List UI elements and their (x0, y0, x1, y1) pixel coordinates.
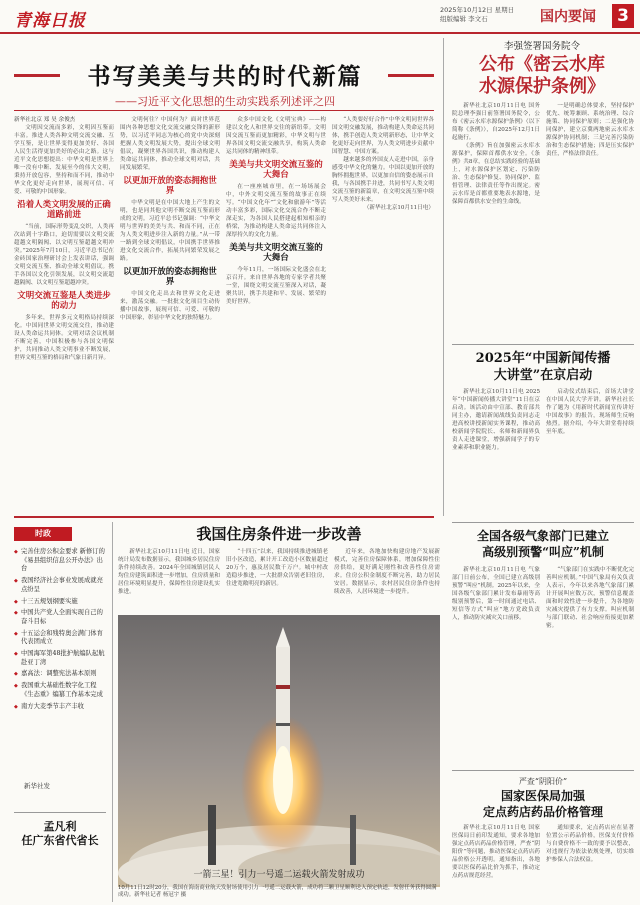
rail-item[interactable]: ◆ 完善住房公积金要求 新修订的《易县组织信息公开办法》出台 (14, 548, 106, 574)
editor-line: 组版编辑 李文石 (440, 15, 488, 23)
rocket-launch-photo (118, 615, 440, 887)
launch-tower (208, 805, 216, 865)
weather-paragraph: 新华社北京10月11日电 气象部门日前公布，全国已建立高级别预警“叫应”机制。2025年以来，全国各级气象部门累计发布暴雨等高级别预警后，第一时间通过电话、短信等方式“叫应”地方党政负责人，推动防灾减灾关口前移。 (452, 567, 540, 621)
lead-paragraph: 越来越多的外国友人走进中国，亲身感受中华文化的魅力。中国以更加开放的胸怀拥抱世界，以更加自信的姿态展示自我，与各国携手并进，共同书写人类文明交流互鉴的新篇章，在文明交流互鉴中续写人类美好未来。 (332, 157, 434, 203)
lead-subhead-1: 沿着人类文明发展的正确道路前进 (17, 200, 111, 220)
medicine-body-right (546, 824, 634, 900)
regulation-headline: 公布《密云水库 水源保护条例》 (479, 54, 605, 97)
lead-paragraph: 众多中国文化《文明宝典》——构建以文化人和世界交往的新纽带。文明因交流互鉴而更加精彩，中华文明与世界各国文明交流交融共享，构筑人类命运共同体的精神纽带。 (226, 117, 326, 155)
housing-paragraph: 新华社北京10月11日电 近日，国家统计局发布数据显示，我国城乡居民住房条件持续改善。2024年全国城镇居民人均住房建筑面积进一步增加，住房质量和居住环境明显提升，保障性住房建设扎实推进。 (118, 549, 220, 595)
rail-divider (14, 812, 106, 813)
section-rule (452, 522, 634, 523)
section-rule (14, 516, 434, 518)
launch-tower (350, 815, 356, 865)
weather-paragraph: “气象部门在实践中不断优化完善叫应机制。”中国气象局有关负责人表示，今年以来各地气象部门累计开展叫应数万次，预警信息覆盖面和时效性进一步提升，为各地防灾减灾提供了有力支撑。叫应机制与部门联动、社会响应衔接更加紧密。 (546, 567, 634, 629)
housing-body-2 (226, 548, 328, 612)
issue-date-line: 2025年10月12日 星期日 (440, 6, 515, 14)
lead-column-3 (226, 116, 326, 513)
lecture-body-right (546, 388, 634, 520)
photo-caption-overlay: 一箭三星！引力一号遥二运载火箭发射成功 (193, 870, 365, 880)
medicine-paragraph: 新华社北京10月11日电 国家医保局日前印发通知，要求各地加强定点药店药品价格管理，严查“阴阳价”等问题，推动医保定点药店药品价格公开透明。通知指出，各地要以医保药品比价为抓手，推动定点药店规范经营。 (452, 825, 540, 879)
rail-item[interactable]: ◆ 中国共产党人全面实现自己的奋斗目标 (14, 609, 106, 626)
lead-paragraph: 今年11月，一场国际文化盛会在北京召开。来自世界各地的专家学者共聚一堂，围绕文明交流互鉴深入对话，凝聚共识，携手共建和平、发展、繁荣的美好世界。 (226, 267, 326, 305)
lead-headline: 书写美美与共的时代新篇 (87, 63, 363, 90)
rocket-exhaust (273, 746, 293, 814)
ornament-bar-right (388, 74, 434, 77)
lead-subhead-2b: 以更加开放的姿态拥抱世界 (123, 267, 217, 287)
lead-paragraph: 中国文化走出去和世界文化走进来，激荡交融。一批批文化项目生动传播中国故事，展现可信、可爱、可敬的中国形象，彰显中华文化的独特魅力。 (120, 291, 220, 321)
lecture-paragraph: 启动仪式结束后，首场大讲堂在中国人民大学开讲。新华社社长作了题为《用新时代新闻宣传讲好中国故事》的报告，现场师生反响热烈。据介绍，今年大讲堂将持续至年底。 (546, 389, 634, 435)
lead-paragraph: “人类要好好合作”中华文明同世界各国文明交融发展，推动构建人类命运共同体，携手创造人类文明新形态，让中华文化更好走向世界，为人类文明进步贡献中国智慧、中国方案。 (332, 117, 434, 155)
lead-rule (14, 110, 434, 111)
rail-item[interactable]: ◆ 我国重大基础性数字化工程《生态重》编纂工作基本完成 (14, 682, 106, 699)
rocket-band (276, 685, 290, 689)
medicine-headline: 国家医保局加强 定点药店药品价格管理 (482, 789, 603, 819)
lecture-headline: 2025年“中国新闻传播 大讲堂”在京启动 (475, 351, 611, 383)
lead-paragraph: “当前，国际形势变乱交织，人类再次站到十字路口，迫切需要以文明交流超越文明隔阂、以文明互鉴超越文明冲突。”2025年7月10日，习近平总书记在金砖国家治理研讨会上发表讲话，强调文明交流互鉴、推动全球文明倡议。携手各国以文化引领发展，以文明交流超越隔阂、以文明互鉴超越冲突。 (14, 224, 114, 286)
housing-paragraph: “十四五”以来，我国持续推进城镇老旧小区改造，累计开工改造小区数量超过20万个，惠及居民数千万户。城中村改造稳步推进，一大批群众告别老旧住房，住进宽敞明亮的新居。 (226, 549, 328, 587)
column-divider (443, 38, 444, 516)
lead-byline: 新华社北京 郑 昊 余俊杰 (14, 117, 76, 123)
column-divider (112, 522, 113, 902)
news-rail-tag: 时政 (14, 527, 72, 541)
appointment-headline: 孟凡利 任广东省代省长 (21, 820, 99, 847)
medicine-paragraph: 通知要求，定点药店应在显著位置公示药品价格，医保支付价格与自费价格不一致的要予以整改，对违规行为依法依规处理，切实维护参保人合法权益。 (546, 825, 634, 863)
lead-subheadline: ——习近平文化思想的生动实践系列述评之四 (115, 95, 335, 108)
rail-item[interactable]: ◆ 十三五规划纲要实施 (14, 598, 106, 607)
lecture-body-left (452, 388, 540, 520)
regulation-kicker: 李强签署国务院令 (503, 41, 580, 52)
weather-body-left (452, 566, 540, 766)
lead-subhead-1b: 文明交流互鉴是人类进步的动力 (17, 291, 111, 311)
regulation-body-right (546, 102, 634, 340)
lead-column-1 (14, 116, 114, 513)
medicine-kicker: 严查“阴阳价” (518, 777, 568, 786)
lead-column-4 (332, 116, 434, 513)
lead-column-2 (120, 116, 220, 513)
ornament-bar-left (14, 74, 60, 77)
housing-body-3 (334, 548, 440, 612)
lead-paragraph: 文明因交流而多彩，文明因互鉴而丰富。推进人类各种文明交流交融、互学互鉴，是让世界变得更加美好、各国人民生活得更加美好的必由之路。这与近平文化思想提出：中华文明是世界上唯一没有中断、发展至今的伟大文明，秉持开放包容，坚持和而不同，推动中华文化更好走向世界，展现可信、可爱、可敬的中国形象。 (14, 125, 114, 195)
lead-dateline: （新华社北京10月11日电） (363, 205, 434, 211)
section-rule (452, 770, 634, 771)
lead-paragraph: 在一座座城市里，在一场场展会中，中外文明交流互鉴的故事正在续写。“中国文化年”“文化和旅游年”等活动丰富多彩，国际文化交流合作不断走深走实，为各国人民搭建起相知相亲的桥梁，为推动构建人类命运共同体注入深厚持久的文化力量。 (226, 184, 326, 238)
weather-headline: 全国各级气象部门已建立 高级别预警“叫应”机制 (476, 529, 609, 559)
lead-paragraph: 多年来，世界多元文明格局持续深化。中国同世界文明交流交往，推动建设人类命运共同体。文明对话会议机制不断完善，中国积极参与各国文明保护，共同推动人类文明事业不断发展，世界文明互鉴的格局和气象日新月异。 (14, 315, 114, 361)
regulation-paragraph: 一是明确总体要求，坚持保护优先、统筹兼顾、系统治理、综合施策、协同保护原则；二是强化协同保护，建立京冀两地密云水库水源保护协同机制；三是完善污染防治和生态保护措施；四是压实保护责任，严格法律责任。 (546, 103, 634, 157)
rocket-band (276, 723, 290, 726)
page-number: 3 (612, 4, 634, 28)
rail-item[interactable]: ◆ 嘉高法：调整宪法基本原则 (14, 670, 106, 679)
lead-paragraph: 中华文明是在中国大地上产生的文明，也是同其他文明不断交流互鉴而形成的文明。习近平总书记强调：“中华文明与世界的美美与共、和而不同，正在为人类文明进步注入新的力量。”从一带一路到全球文明倡议，中国携手世界推进文化交流合作，拓展共同繁荣发展之路。 (120, 200, 220, 262)
newspaper-logo: 青海日报 (14, 11, 86, 31)
regulation-paragraph: 《条例》旨在加强密云水库水源保护，保障首都供水安全。《条例》共8章，在总结实践经验的基础上，对水源保护区划定、污染防治、生态保护修复、协同保护、监督管理、法律责任等作出规定。密云水库是首都重要地表水源地，是保障首都供水安全的生命线。 (452, 143, 540, 205)
lead-subhead-2: 以更加开放的姿态拥抱世界 (123, 176, 217, 196)
housing-body-1 (118, 548, 220, 612)
section-rule (452, 344, 634, 345)
lead-paragraph: 文明何往？中国何为？面对世界范围内各种思想文化交流交融交锋的新形势，以习近平同志为核心的党中央深刻把握人类文明发展大势，提出全球文明倡议，凝聚世界各国共识，推动构建人类命运共同体，推动全球文明对话，共同发展繁荣。 (120, 117, 220, 171)
lead-subhead-3b: 美美与共文明交流互鉴的大舞台 (229, 243, 323, 263)
lead-subhead-3: 美美与共文明交流互鉴的大舞台 (229, 160, 323, 180)
section-title: 国内要闻 (540, 9, 596, 25)
rail-item[interactable]: ◆ 十五运会和残特奥会满门体育代表团成立 (14, 630, 106, 647)
regulation-paragraph: 新华社北京10月11日电 国务院总理李强日前签署国务院令，公布《密云水库水源保护条例》（以下简称《条例》），自2025年12月1日起施行。 (452, 103, 540, 141)
rail-item[interactable]: ◆ 我国经济社会事业发展成就亮点纷呈 (14, 577, 106, 594)
weather-body-right (546, 566, 634, 766)
masthead (0, 0, 640, 34)
news-rail (14, 548, 106, 714)
housing-headline: 我国住房条件进一步改善 (196, 525, 362, 543)
medicine-body-left (452, 824, 540, 900)
rail-item[interactable]: ◆ 南方大麦季节丰产丰收 (14, 703, 106, 712)
rail-item[interactable]: ◆ 中国海军第48批护航编队起航赴亚丁湾 (14, 650, 106, 667)
photo-credit: 10月11日12时20分，我国在海南商业航天发射场使用引力一号遥二运载火箭，成功将三颗卫星顺利送入预定轨道，发射任务获得圆满成功。新华社记者 杨冠宇 摄 (118, 885, 437, 898)
regulation-body-left (452, 102, 540, 340)
lecture-paragraph: 新华社北京10月11日电 2025年“中国新闻传播大讲堂”11日在京启动。该活动由中宣部、教育部共同主办，邀请新闻战线负责同志走进高校讲授新闻实务课程，推动高校新闻学院院长、名师和新闻界负责人走进课堂，增强新闻学子的专业素养和职业能力。 (452, 389, 540, 451)
housing-paragraph: 近年来，各地加快构建房地产发展新模式，完善住房保障体系，增加保障性住房供给，更好满足刚性和改善性住房需求。住房公积金制度不断完善，助力居民安居。数据显示，农村居民住房条件也持续改善，人居环境进一步提升。 (334, 549, 440, 595)
rail-credit: 新华社发 (24, 782, 50, 790)
rocket-body (276, 647, 290, 757)
issue-date (440, 6, 514, 24)
